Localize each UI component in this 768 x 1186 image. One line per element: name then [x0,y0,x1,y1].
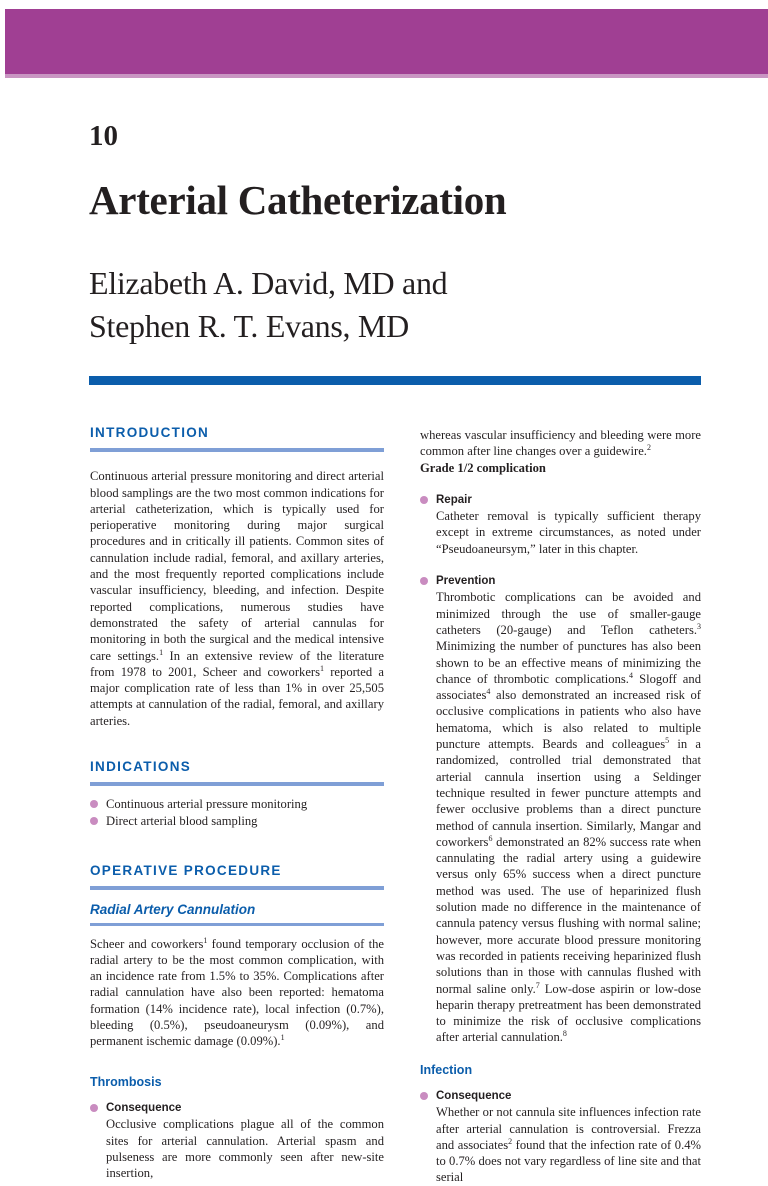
paragraph: whereas vascular insufficiency and bleeding were more common after line changes over a guidewire.$^2$ [420,428,701,459]
section-continued [420,427,701,476]
reference-superscript: 1 [320,663,325,673]
paragraph: Thrombotic complications can be avoided and minimized through the use of smaller-gauge catheters (20-gauge) and Teflon catheters.$^3$ Minimizing the number of punctures has also been shown to be an effective means of minimizing the chance of thrombotic complications.$^4$ Slogoff and associates$^4$ also demonstrated an increased risk of occlusive complications in patients who also have hematoma, which is also related to multiple puncture attempts. Beards and colleagues$^5$ in a randomized, controlled trial demonstrated that arterial cannula insertion using a Seldinger technique resulted in fewer puncture attempts and fewer occlusive problems than a direct puncture method of cannula insertion. Similarly, Mangar and coworkers$^6$ demonstrated an 82% success rate when cannulating the radial artery using a guidewire versus only 65% success when a direct puncture method was used. The use of heparinized flush solution made no difference in the maintenance of cannula patency versus flushing with normal saline; however, more accurate blood pressure monitoring was recorded in patients receiving heparinized flush solutions than in those with cannulas flushed with normal saline only.$^7$ Low-dose aspirin or low-dose heparin therapy pretreatment has been demonstrated to minimize the risk of occlusive complications after arterial cannulation.$^8$ [436,590,702,1045]
reference-superscript: 3 [697,621,701,631]
reference-superscript: 2 [508,1136,513,1146]
repair-block [420,492,701,557]
block-label: Consequence [106,1101,182,1114]
consequence-block [420,1088,701,1186]
bullet-icon [90,1104,98,1112]
chapter-title: Arterial Catheterization [89,177,507,223]
bullet-icon [90,800,98,808]
list-item [90,813,384,829]
reference-superscript: 1 [159,647,164,657]
grade-label: Grade 1/2 complication [420,460,546,475]
reference-superscript: 4 [486,686,491,696]
subsection-heading: Radial Artery Cannulation [90,902,384,925]
author-line: Elizabeth A. David, MD and [89,265,448,301]
title-divider [89,376,701,385]
section-indications [90,759,384,829]
subsection-heading: Thrombosis [90,1074,162,1089]
chapter-number: 10 [89,120,118,152]
reference-superscript: 7 [535,980,540,990]
subsection-heading: Infection [420,1062,473,1077]
consequence-block [90,1100,384,1181]
paragraph: Catheter removal is typically sufficient therapy except in extreme circumstances, as noted under “Pseudoaneursym,” later in this chapter. [436,509,701,556]
left-column [90,425,384,1181]
section-heading: INDICATIONS [90,759,384,786]
reference-superscript: 6 [488,833,493,843]
reference-superscript: 1 [203,935,208,945]
reference-superscript: 1 [280,1033,285,1043]
section-heading: OPERATIVE PROCEDURE [90,863,384,890]
list-item-text: Continuous arterial pressure monitoring [106,797,308,812]
bullet-icon [420,1092,428,1100]
reference-superscript: 2 [646,443,651,453]
prevention-block [420,573,701,1046]
right-column [420,427,701,1186]
section-thrombosis [90,1074,384,1182]
paragraph: Scheer and coworkers$^1$ found temporary occlusion of the radial artery to be the most common complication, with an incidence rate from 1.5% to 35%. Complications after radial cannulation have also been reported: hematoma formation (14% incidence rate), local infection (0.7%), bleeding (0.5%), pseudoaneurysm (0.09%), and permanent ischemic damage (0.09%).$^1$ [90,935,384,1049]
chapter-header-band [5,9,768,78]
bullet-icon [420,577,428,585]
section-infection [420,1062,701,1186]
block-label: Consequence [436,1089,512,1102]
paragraph: Continuous arterial pressure monitoring and direct arterial blood samplings are the two most common indications for arterial catheterization, which is typically used for perioperative monitoring during major surgical procedures and in critically ill patients. Common sites of cannulation include radial, femoral, and axillary arteries, and the most frequently reported complications include vascular insufficiency, bleeding, and infection. Despite reported complications, numerous studies have demonstrated the safety of arterial cannulas for monitoring in both the surgical and the medical intensive care settings.$^1$ In an extensive review of the literature from 1978 to 2001, Scheer and coworkers$^1$ reported a major complication rate of less than 1% in over 25,505 attempts at cannulation of the radial, femoral, and axillary arteries. [90,469,384,728]
bullet-icon [90,817,98,825]
authors [89,262,447,348]
reference-superscript: 5 [665,735,670,745]
block-label: Repair [436,493,472,506]
section-heading: INTRODUCTION [90,425,384,452]
author-line: Stephen R. T. Evans, MD [89,308,409,344]
block-label: Prevention [436,575,496,588]
list-item [90,796,384,812]
list-item-text: Direct arterial blood sampling [106,813,258,828]
paragraph: Occlusive complications plague all of the common sites for arterial cannulation. Arterial spasm and pulseness are more commonly seen after new-site insertion, [106,1117,384,1181]
section-operative-procedure [90,863,384,1050]
section-introduction [90,425,384,729]
bullet-icon [420,496,428,504]
reference-superscript: 8 [562,1029,567,1039]
paragraph: Whether or not cannula site influences infection rate after arterial cannulation is controversial. Frezza and associates$^2$ found that the infection rate of 0.4% to 0.7% does not vary regardless of line site and that serial [436,1105,701,1185]
reference-superscript: 4 [628,670,633,680]
